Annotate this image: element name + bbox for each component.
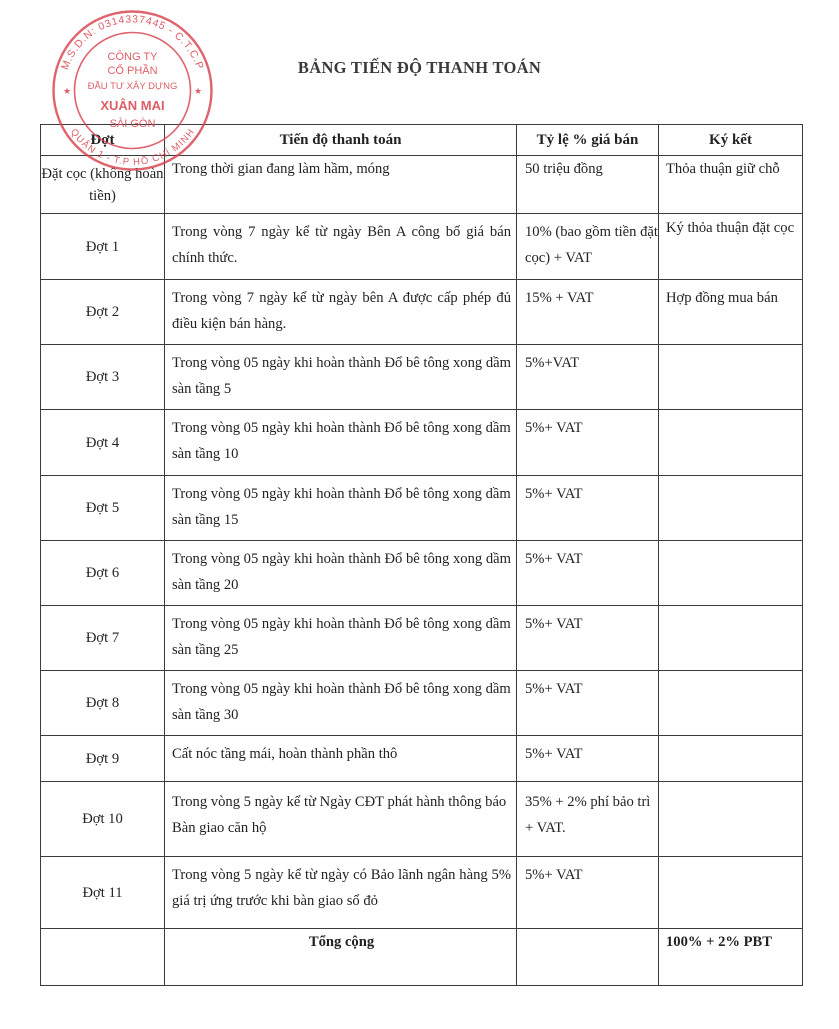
row-dot: Đợt 4 [41, 410, 165, 476]
row-rate: 35% + 2% phí bảo trì + VAT. [517, 782, 659, 857]
row-dot: Đợt 5 [41, 476, 165, 541]
seal-star-right: ★ [193, 86, 203, 96]
row-rate: 5%+ VAT [517, 541, 659, 606]
header-sign: Ký kết [659, 125, 803, 156]
row-sign [659, 736, 803, 782]
row-sign [659, 671, 803, 736]
row-rate: 5%+ VAT [517, 410, 659, 476]
row-sign [659, 606, 803, 671]
row-dot: Đợt 7 [41, 606, 165, 671]
row-progress: Trong thời gian đang làm hầm, móng [165, 156, 517, 214]
header-progress: Tiến độ thanh toán [165, 125, 517, 156]
row-rate: 5%+VAT [517, 345, 659, 410]
row-sign: Ký thỏa thuận đặt cọc [659, 214, 803, 280]
table-row [41, 410, 803, 476]
row-progress: Trong vòng 05 ngày khi hoàn thành Đổ bê tông xong dầm sàn tầng 10 [165, 410, 517, 476]
table-row [41, 476, 803, 541]
row-progress: Trong vòng 7 ngày kể từ ngày bên A được cấp phép đủ điều kiện bán hàng. [165, 280, 517, 345]
header-rate: Tỷ lệ % giá bán [517, 125, 659, 156]
table-row [41, 156, 803, 214]
table-row [41, 280, 803, 345]
seal-star-left: ★ [62, 86, 72, 96]
row-sign [659, 476, 803, 541]
total-value: 100% + 2% PBT [659, 929, 803, 986]
table-header-row [41, 125, 803, 156]
row-dot: Đợt 6 [41, 541, 165, 606]
seal-line-2: CỔ PHẦN [107, 65, 158, 77]
table-row [41, 671, 803, 736]
row-rate: 5%+ VAT [517, 671, 659, 736]
payment-schedule-table [40, 124, 803, 986]
document-title: BẢNG TIẾN ĐỘ THANH TOÁN [297, 58, 542, 77]
table-row [41, 541, 803, 606]
seal-line-3: ĐẦU TƯ XÂY DỰNG [87, 81, 178, 92]
row-progress: Trong vòng 5 ngày kể từ ngày có Bảo lãnh ngân hàng 5% giá trị ứng trước khi bàn giao sổ đỏ [165, 857, 517, 929]
total-row [41, 929, 803, 986]
row-progress: Cất nóc tầng mái, hoàn thành phần thô [165, 736, 517, 782]
row-dot: Đợt 10 [41, 782, 165, 857]
seal-line-1: CÔNG TY [107, 51, 158, 63]
table-row [41, 606, 803, 671]
row-rate: 10% (bao gồm tiền đặt cọc) + VAT [517, 214, 659, 280]
table-row [41, 857, 803, 929]
total-empty-cell [41, 929, 165, 986]
row-sign [659, 857, 803, 929]
row-rate: 5%+ VAT [517, 857, 659, 929]
row-progress: Trong vòng 05 ngày khi hoàn thành Đổ bê tông xong dầm sàn tầng 15 [165, 476, 517, 541]
row-dot: Đợt 9 [41, 736, 165, 782]
row-sign [659, 410, 803, 476]
row-rate: 50 triệu đồng [517, 156, 659, 214]
row-dot: Đợt 1 [41, 214, 165, 280]
total-empty-cell [517, 929, 659, 986]
row-progress: Trong vòng 7 ngày kể từ ngày Bên A công bố giá bán chính thức. [165, 214, 517, 280]
row-sign [659, 345, 803, 410]
row-progress: Trong vòng 5 ngày kể từ Ngày CĐT phát hành thông báo Bàn giao căn hộ [165, 782, 517, 857]
row-dot: Đợt 8 [41, 671, 165, 736]
seal-ring-text: M.S.D.N: 0314337445 - C.T.C.P [58, 13, 207, 72]
table-row [41, 345, 803, 410]
row-rate: 5%+ VAT [517, 606, 659, 671]
table-row [41, 736, 803, 782]
row-rate: 5%+ VAT [517, 736, 659, 782]
table-row [41, 214, 803, 280]
seal-bottom-text: QUẬN 1 - T.P HỒ CHÍ MINH [67, 126, 198, 168]
seal-line-5: SÀI GÒN [109, 118, 156, 130]
row-dot: Đợt 3 [41, 345, 165, 410]
table-row [41, 782, 803, 857]
row-dot: Đợt 2 [41, 280, 165, 345]
row-dot: Đặt cọc (không hoàn tiền) [41, 156, 165, 214]
row-sign [659, 541, 803, 606]
row-rate: 5%+ VAT [517, 476, 659, 541]
row-sign: Hợp đồng mua bán [659, 280, 803, 345]
row-progress: Trong vòng 05 ngày khi hoàn thành Đổ bê tông xong dầm sàn tầng 30 [165, 671, 517, 736]
row-sign [659, 782, 803, 857]
header-dot: Đợt [41, 125, 165, 156]
row-progress: Trong vòng 05 ngày khi hoàn thành Đổ bê tông xong dầm sàn tầng 20 [165, 541, 517, 606]
row-sign: Thỏa thuận giữ chỗ [659, 156, 803, 214]
row-progress: Trong vòng 05 ngày khi hoàn thành Đổ bê tông xong dầm sàn tầng 5 [165, 345, 517, 410]
row-rate: 15% + VAT [517, 280, 659, 345]
total-label: Tổng cộng [165, 929, 517, 986]
seal-line-4: XUÂN MAI [100, 98, 165, 113]
row-progress: Trong vòng 05 ngày khi hoàn thành Đổ bê tông xong dầm sàn tầng 25 [165, 606, 517, 671]
row-dot: Đợt 11 [41, 857, 165, 929]
